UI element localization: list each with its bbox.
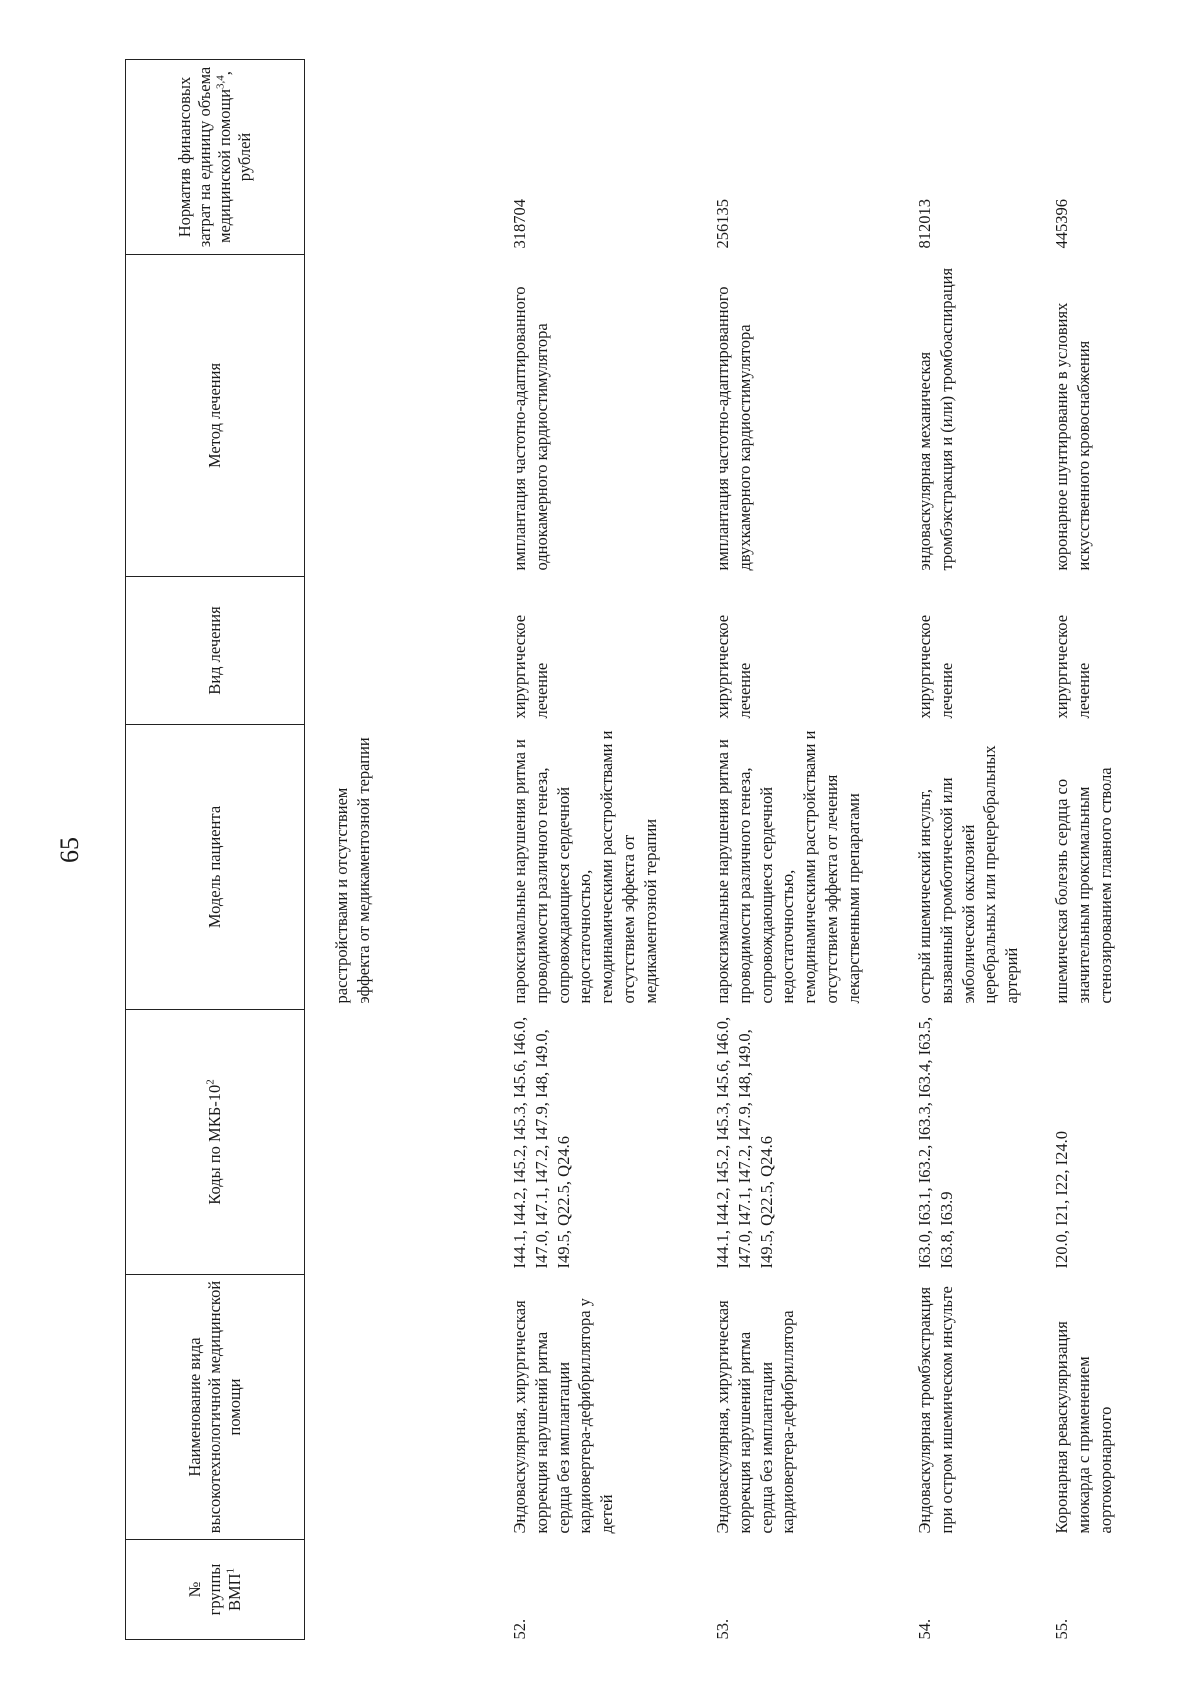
patient-model-cell: острый ишемический инсульт, вызванный тромботической или эмболической окклюзией церебральных или прецеребральных артерий <box>915 745 1022 1004</box>
vmp-table <box>125 59 1171 1640</box>
care-type-name-cell: Эндоваскулярная, хирургическая коррекция нарушений ритма сердца без имплантации кардиовертера-дефибриллятора у детей <box>510 1298 617 1534</box>
header-icd-codes: Коды по МКБ-$10^2$ <box>126 1010 305 1275</box>
treatment-method-cell: эндоваскулярная механическая тромбэкстракция и (или) тромбоаспирация <box>915 267 956 571</box>
cost-standard-cell: 445396 <box>1052 199 1071 249</box>
group-number-cell: 52. <box>510 1618 529 1640</box>
header-group-number: № группы ВМП$^1$ <box>126 1540 305 1640</box>
care-type-name-cell: Эндоваскулярная, хирургическая коррекция нарушений ритма сердца без имплантации кардиовертера-дефибриллятора <box>713 1300 798 1534</box>
group-number-cell: 55. <box>1052 1618 1071 1640</box>
treatment-type-cell: хирургическое лечение <box>510 614 551 719</box>
patient-model-cell: ишемическая болезнь сердца со значительным проксимальным стенозированием главного ствола <box>1052 767 1115 1004</box>
group-number-cell: 54. <box>915 1618 934 1640</box>
treatment-method-cell: имплантация частотно-адаптированного однокамерного кардиостимулятора <box>510 286 551 571</box>
care-type-name-cell: Эндоваскулярная тромбэкстракция при остром ишемическом инсульте <box>915 1286 956 1534</box>
treatment-method-cell: коронарное шунтирование в условиях искусственного кровоснабжения <box>1052 302 1093 571</box>
header-patient-model: Модель пациента <box>126 725 305 1010</box>
treatment-method-cell: имплантация частотно-адаптированного двухкамерного кардиостимулятора <box>713 286 754 571</box>
icd-codes-cell: I44.1, I44.2, I45.2, I45.3, I45.6, I46.0, I47.0, I47.1, I47.2, I47.9, I48, I49.0, I49.5, Q22.5, Q24.6 <box>510 1016 573 1269</box>
header-treatment-type: Вид лечения <box>126 577 305 725</box>
table-row <box>1051 60 1171 1640</box>
icd-codes-cell: I63.0, I63.1, I63.2, I63.3, I63.4, I63.5, I63.8, I63.9 <box>915 1016 956 1269</box>
cost-standard-cell: 318704 <box>510 199 529 249</box>
cost-standard-cell: 256135 <box>713 199 732 249</box>
group-number-cell: 53. <box>713 1618 732 1640</box>
table-row <box>509 60 712 1640</box>
table-header-row <box>126 60 305 1640</box>
care-type-name-cell: Коронарная реваскуляризация миокарда с применением аортокоронарного <box>1052 1321 1115 1534</box>
treatment-type-cell: хирургическое лечение <box>1052 614 1093 719</box>
rotated-page <box>35 60 1170 1640</box>
table-row <box>712 60 914 1640</box>
table-row <box>914 60 1051 1640</box>
patient-model-cell: пароксизмальные нарушения ритма и проводимости различного генеза, сопровождающиеся сердечной недостаточностью, гемодинамическими расстройствами и отсутствием эффекта от медикаментозной терапии <box>510 730 660 1004</box>
treatment-type-cell: хирургическое лечение <box>713 614 754 719</box>
header-treatment-method: Метод лечения <box>126 255 305 577</box>
patient-model-cell: расстройствами и отсутствием эффекта от медикаментозной терапии <box>332 737 373 1004</box>
cost-standard-cell: 812013 <box>915 199 934 249</box>
treatment-type-cell: хирургическое лечение <box>915 614 956 719</box>
table-row-continuation <box>305 60 510 1640</box>
patient-model-cell: пароксизмальные нарушения ритма и проводимости различного генеза, сопровождающиеся сердечной недостаточностью, гемодинамическими расстройствами и отсутствием эффекта от лечения лекарственными препаратами <box>713 730 863 1004</box>
icd-codes-cell: I20.0, I21, I22, I24.0 <box>1052 1131 1071 1269</box>
header-care-type-name: Наименование вида высокотехнологичной медицинской помощи <box>126 1275 305 1540</box>
icd-codes-cell: I44.1, I44.2, I45.2, I45.3, I45.6, I46.0, I47.0, I47.1, I47.2, I47.9, I48, I49.0, I49.5, Q22.5, Q24.6 <box>713 1016 776 1269</box>
header-cost-standard: Норматив финансовых затрат на единицу объема медицинской помощи$^{3,4}$, рублей <box>126 60 305 255</box>
page-number: 65 <box>55 837 84 863</box>
